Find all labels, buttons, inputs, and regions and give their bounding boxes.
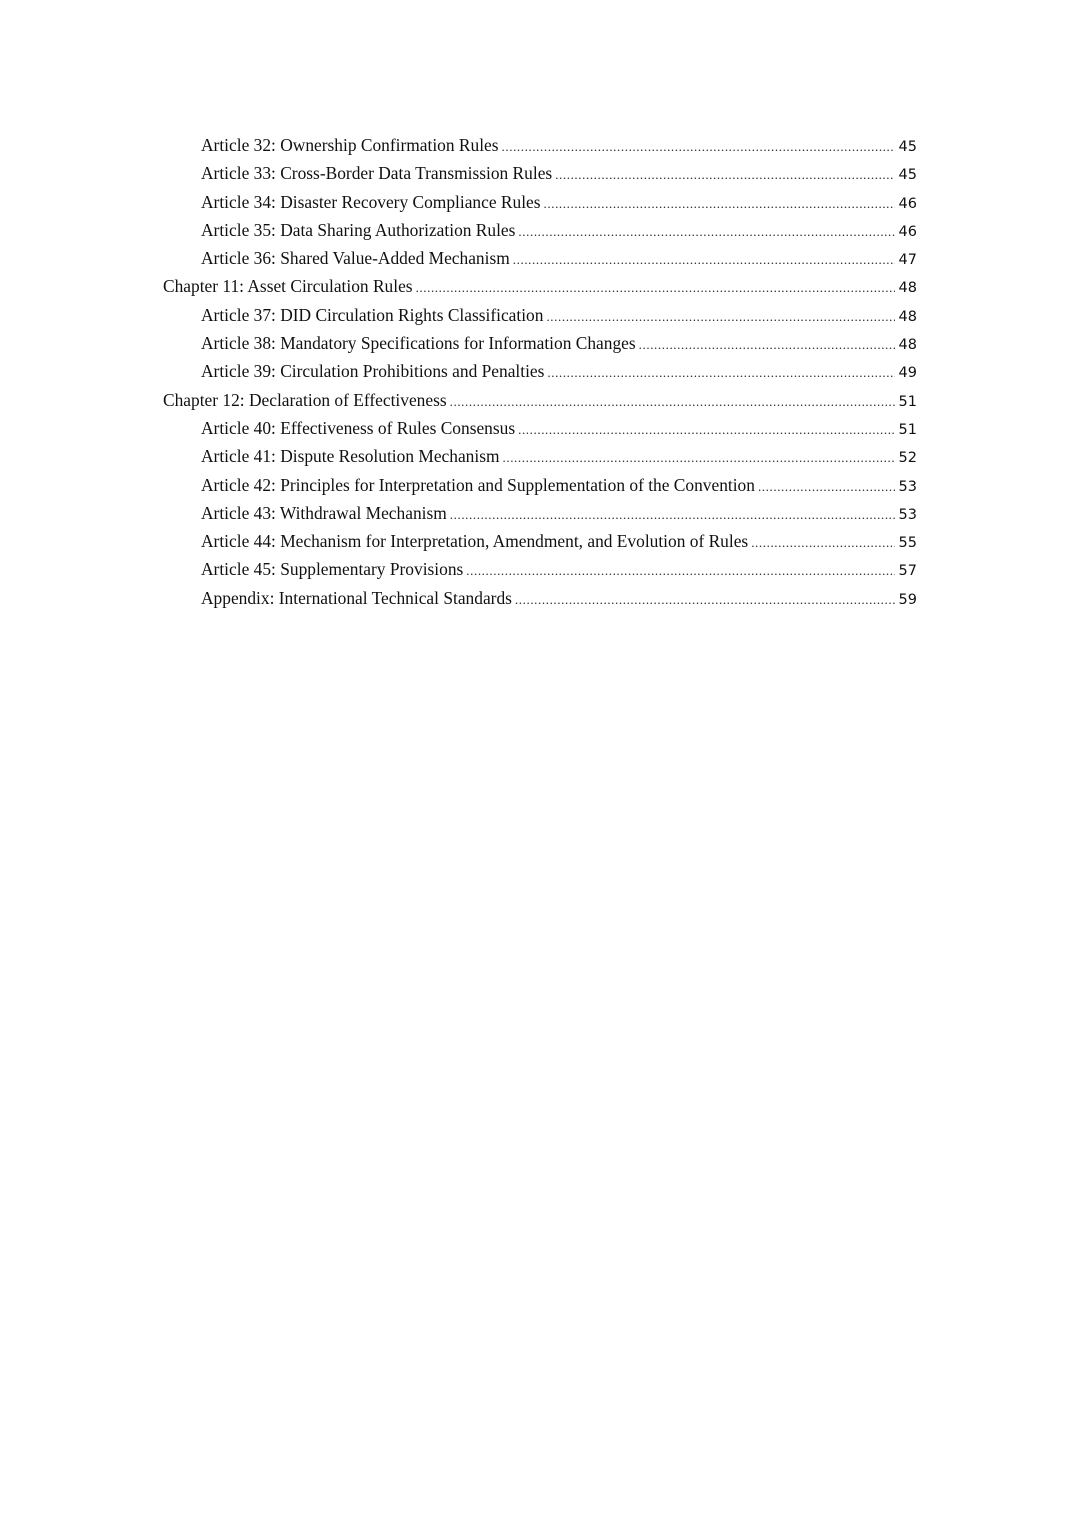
toc-dot-leader (518, 416, 895, 444)
toc-entry-page: 45 (898, 167, 917, 184)
toc-entry-title: Article 32: Ownership Confirmation Rules (201, 135, 499, 155)
toc-entry-page: 51 (898, 393, 917, 410)
toc-entry-article-33[interactable] (163, 159, 917, 187)
toc-entry-article-43[interactable] (163, 499, 917, 527)
toc-entry-page: 52 (898, 450, 917, 467)
toc-entry-title: Article 39: Circulation Prohibitions and Penalties (201, 361, 545, 382)
toc-entry-page: 49 (898, 365, 917, 382)
toc-entry-article-41[interactable] (163, 442, 917, 470)
toc-entry-article-37[interactable] (163, 301, 917, 329)
toc-entry-article-32[interactable] (163, 131, 917, 159)
toc-entry-article-42[interactable] (163, 471, 917, 499)
toc-entry-article-36[interactable] (163, 244, 917, 272)
toc-entry-title: Article 36: Shared Value-Added Mechanism (201, 248, 510, 269)
toc-entry-page: 47 (898, 252, 917, 269)
toc-entry-article-38[interactable] (163, 329, 917, 357)
toc-dot-leader (503, 444, 896, 472)
toc-entry-page: 55 (898, 535, 917, 552)
toc-dot-leader (450, 388, 895, 416)
toc-entry-title: Article 34: Disaster Recovery Compliance Rules (201, 191, 541, 212)
toc-dot-leader (502, 133, 895, 161)
toc-entry-page: 48 (898, 337, 917, 354)
toc-entry-page: 45 (898, 139, 917, 155)
toc-entry-appendix[interactable] (163, 584, 917, 612)
toc-entry-title: Article 40: Effectiveness of Rules Consensus (201, 417, 516, 438)
toc-entry-page: 46 (898, 223, 917, 240)
toc-entry-article-34[interactable] (163, 188, 917, 216)
toc-entry-title: Article 33: Cross-Border Data Transmission Rules (201, 163, 553, 184)
toc-entry-title: Appendix: International Technical Standards (201, 587, 512, 608)
toc-dot-leader (518, 218, 895, 246)
toc-dot-leader (639, 331, 895, 359)
toc-entry-title: Article 43: Withdrawal Mechanism (201, 502, 447, 523)
toc-dot-leader (544, 190, 895, 218)
toc-entry-chapter-11[interactable] (163, 272, 917, 300)
toc-entry-title: Article 37: DID Circulation Rights Classification (201, 304, 544, 325)
toc-entry-title: Article 42: Principles for Interpretation and Supplementation of the Convention (201, 474, 755, 495)
toc-dot-leader (546, 303, 895, 331)
toc-entry-page: 46 (898, 195, 917, 212)
toc-dot-leader (416, 274, 895, 302)
toc-entry-title: Article 41: Dispute Resolution Mechanism (201, 446, 500, 467)
toc-entry-title: Chapter 11: Asset Circulation Rules (163, 276, 413, 297)
toc-entry-page: 57 (898, 563, 917, 580)
toc-dot-leader (547, 359, 895, 387)
toc-dot-leader (513, 246, 895, 274)
table-of-contents (163, 131, 917, 612)
toc-dot-leader (751, 529, 895, 557)
toc-entry-article-39[interactable] (163, 357, 917, 385)
toc-dot-leader (466, 557, 895, 585)
toc-dot-leader (450, 501, 895, 529)
toc-entry-chapter-12[interactable] (163, 386, 917, 414)
toc-entry-article-44[interactable] (163, 527, 917, 555)
toc-entry-title: Article 35: Data Sharing Authorization Rules (201, 219, 516, 240)
toc-dot-leader (555, 161, 895, 189)
toc-entry-page: 51 (898, 421, 917, 438)
toc-dot-leader (515, 586, 895, 614)
toc-entry-title: Chapter 12: Declaration of Effectiveness (163, 389, 447, 410)
toc-entry-page: 48 (898, 308, 917, 325)
toc-entry-page: 59 (898, 591, 917, 608)
toc-entry-title: Article 38: Mandatory Specifications for Information Changes (201, 333, 636, 354)
toc-entry-article-45[interactable] (163, 555, 917, 583)
toc-entry-page: 48 (898, 280, 917, 297)
toc-entry-article-35[interactable] (163, 216, 917, 244)
toc-entry-page: 53 (898, 506, 917, 523)
toc-entry-page: 53 (898, 478, 917, 495)
toc-entry-title: Article 45: Supplementary Provisions (201, 559, 464, 580)
toc-entry-article-40[interactable] (163, 414, 917, 442)
toc-entry-title: Article 44: Mechanism for Interpretation, Amendment, and Evolution of Rules (201, 531, 749, 552)
toc-dot-leader (758, 473, 895, 501)
